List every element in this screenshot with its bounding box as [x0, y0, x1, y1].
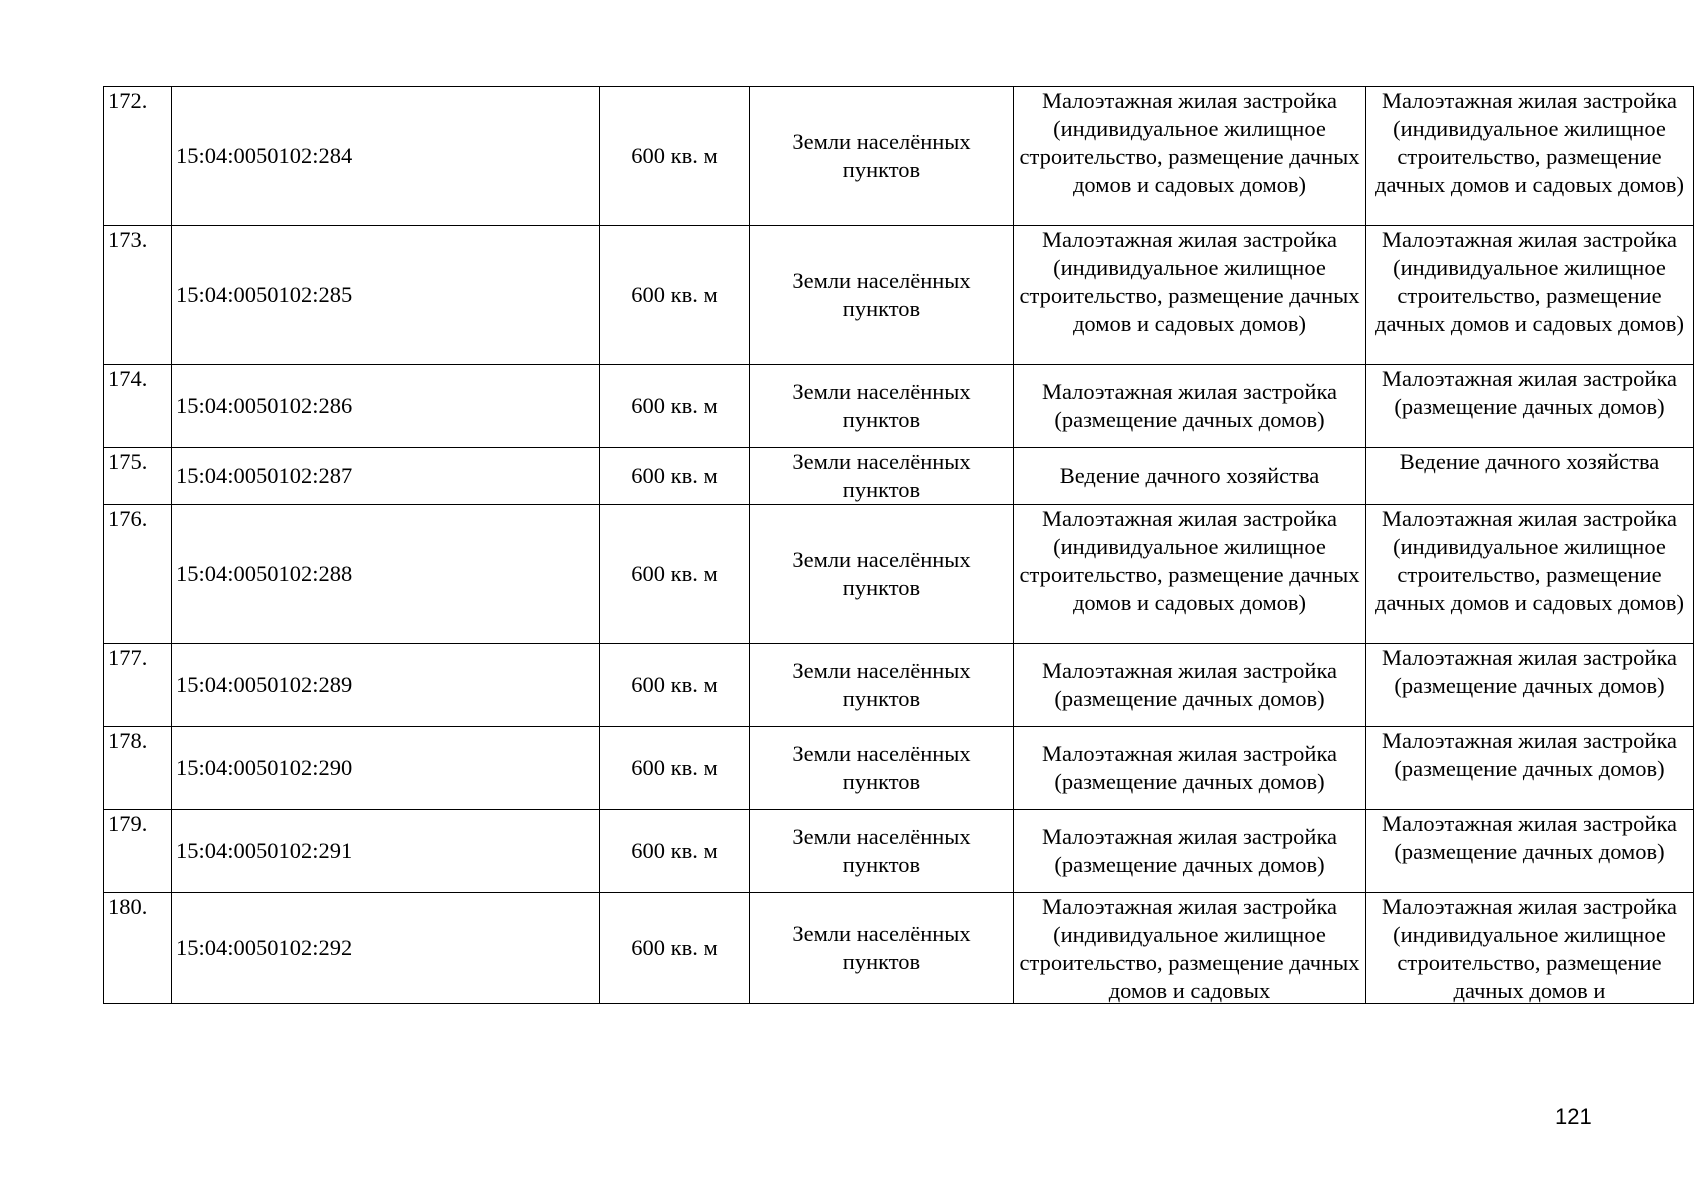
land-plots-table [103, 86, 1694, 1004]
cadastral-number: 15:04:0050102:291 [172, 810, 600, 893]
cadastral-number: 15:04:0050102:284 [172, 87, 600, 226]
row-number: 172. [104, 87, 172, 226]
table-row [104, 810, 1694, 893]
land-category: Земли населённых пунктов [750, 226, 1014, 365]
permitted-use: Малоэтажная жилая застройка (размещение дачных домов) [1366, 810, 1694, 893]
land-use: Малоэтажная жилая застройка (размещение дачных домов) [1014, 644, 1366, 727]
row-number: 174. [104, 365, 172, 448]
plot-area: 600 кв. м [600, 226, 750, 365]
permitted-use: Малоэтажная жилая застройка (индивидуальное жилищное строительство, размещение дачных домов и садовых домов) [1366, 505, 1694, 644]
land-category: Земли населённых пунктов [750, 727, 1014, 810]
permitted-use: Ведение дачного хозяйства [1366, 448, 1694, 505]
land-use: Малоэтажная жилая застройка (индивидуальное жилищное строительство, размещение дачных домов и садовых домов) [1014, 505, 1366, 644]
land-use: Малоэтажная жилая застройка (индивидуальное жилищное строительство, размещение дачных домов и садовых домов) [1014, 87, 1366, 226]
cadastral-number: 15:04:0050102:285 [172, 226, 600, 365]
table-row [104, 87, 1694, 226]
land-use-text: Малоэтажная жилая застройка (индивидуальное жилищное строительство, размещение дачных домов и садовых [1019, 894, 1360, 1003]
table-row [104, 727, 1694, 810]
plot-area: 600 кв. м [600, 810, 750, 893]
table-row [104, 448, 1694, 505]
land-category: Земли населённых пунктов [750, 644, 1014, 727]
land-category: Земли населённых пунктов [750, 87, 1014, 226]
land-use: Малоэтажная жилая застройка (размещение дачных домов) [1014, 365, 1366, 448]
plot-area: 600 кв. м [600, 644, 750, 727]
row-number: 176. [104, 505, 172, 644]
land-use: Малоэтажная жилая застройка (индивидуальное жилищное строительство, размещение дачных домов и садовых домов) [1014, 226, 1366, 365]
permitted-use-text: Малоэтажная жилая застройка (индивидуальное жилищное строительство, размещение дачных домов и [1381, 894, 1678, 1003]
row-number: 173. [104, 226, 172, 365]
cadastral-number: 15:04:0050102:290 [172, 727, 600, 810]
cadastral-number: 15:04:0050102:286 [172, 365, 600, 448]
land-use: Малоэтажная жилая застройка (размещение дачных домов) [1014, 810, 1366, 893]
permitted-use: Малоэтажная жилая застройка (размещение дачных домов) [1366, 365, 1694, 448]
row-number: 178. [104, 727, 172, 810]
permitted-use: Малоэтажная жилая застройка (размещение дачных домов) [1366, 644, 1694, 727]
land-category: Земли населённых пунктов [750, 448, 1014, 505]
plot-area: 600 кв. м [600, 448, 750, 505]
cadastral-number: 15:04:0050102:289 [172, 644, 600, 727]
table-row [104, 644, 1694, 727]
table-row [104, 893, 1694, 1004]
plot-area: 600 кв. м [600, 365, 750, 448]
permitted-use: Малоэтажная жилая застройка (индивидуальное жилищное строительство, размещение дачных домов и садовых домов) [1366, 87, 1694, 226]
row-number: 179. [104, 810, 172, 893]
cadastral-number: 15:04:0050102:292 [172, 893, 600, 1004]
land-category: Земли населённых пунктов [750, 810, 1014, 893]
land-category: Земли населённых пунктов [750, 505, 1014, 644]
plot-area: 600 кв. м [600, 893, 750, 1004]
cadastral-number: 15:04:0050102:288 [172, 505, 600, 644]
land-category: Земли населённых пунктов [750, 893, 1014, 1004]
permitted-use: Малоэтажная жилая застройка (индивидуальное жилищное строительство, размещение дачных домов и садовых домов) [1366, 226, 1694, 365]
land-use [1014, 893, 1366, 1004]
land-use: Ведение дачного хозяйства [1014, 448, 1366, 505]
row-number: 175. [104, 448, 172, 505]
row-number: 180. [104, 893, 172, 1004]
table-row [104, 365, 1694, 448]
plot-area: 600 кв. м [600, 87, 750, 226]
table-row [104, 505, 1694, 644]
land-use: Малоэтажная жилая застройка (размещение дачных домов) [1014, 727, 1366, 810]
page-number: 121 [1555, 1104, 1592, 1129]
land-category: Земли населённых пунктов [750, 365, 1014, 448]
permitted-use [1366, 893, 1694, 1004]
row-number: 177. [104, 644, 172, 727]
plot-area: 600 кв. м [600, 727, 750, 810]
permitted-use: Малоэтажная жилая застройка (размещение дачных домов) [1366, 727, 1694, 810]
cadastral-number: 15:04:0050102:287 [172, 448, 600, 505]
table-row [104, 226, 1694, 365]
plot-area: 600 кв. м [600, 505, 750, 644]
